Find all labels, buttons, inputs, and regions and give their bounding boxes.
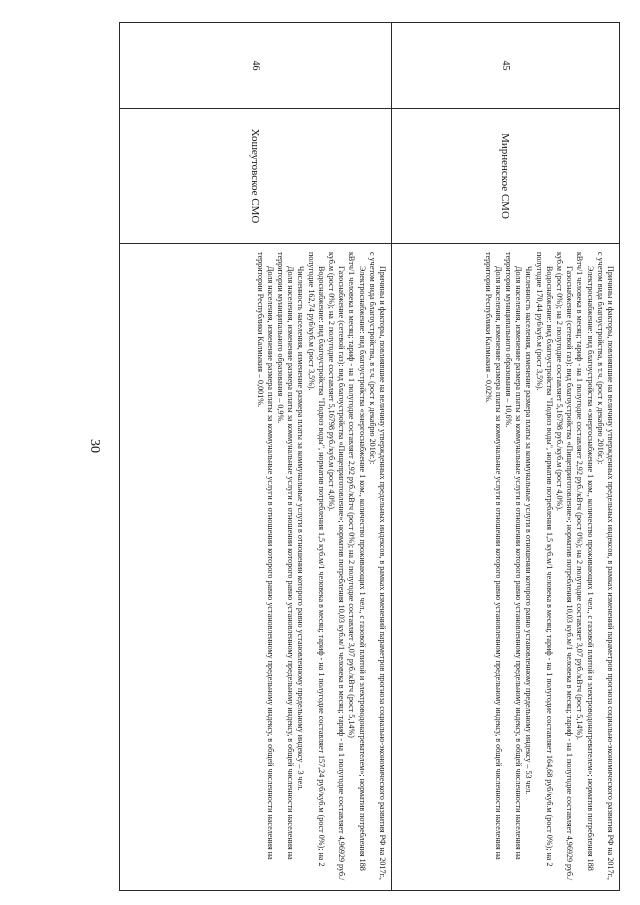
rotated-table-container: [120, 22, 620, 890]
row-number: 45: [392, 23, 620, 109]
paragraph: Доля населения, изменение размера платы за коммунальные услуги в отношении которого равно установленному предельному индексу, в общей численности населения на территории муниципального образования – 10,6%.: [503, 252, 524, 860]
paragraph: Доля населения, изменение размера платы за коммунальные услуги в отношении которого равно установленному предельному индексу, в общей численности населения на территории муниципального образования – 0,9%.: [275, 252, 296, 860]
paragraph: Доля населения, изменение размера платы за коммунальные услуги в отношении которого равно установленному предельному индексу, в общей численности населения на территории Республики Калмыкия – 0,001%.: [255, 252, 275, 860]
paragraph: Причины и факторы, повлиявшие на величину утвержденных предельных индексов, в рамках изменений параметров прогноза социально-экономического развития РФ на 2017г., с учетом вида благоустройства, в т.ч. (рост к декабрю 2016г.):: [595, 252, 615, 880]
paragraph: Газоснабжение (сетевой газ): вид благоустройства «Пищеприготовление»; норматив потребления 10,03 куб.м/1 человека в месяц; тариф - на 1 полугодие составляет 4,96929 руб./куб.м (рост 0%); на 2 полугодие составляет 5,16798 руб./куб.м (рост 4,0%).: [554, 252, 575, 881]
description-cell: [392, 244, 620, 891]
paragraph: Численность населения, изменение размера платы за коммунальные услуги в отношении которого равно установленному предельному индексу – 53 чел.: [524, 266, 534, 795]
paragraph: Причины и факторы, повлиявшие на величину утвержденных предельных индексов, в рамках изменений параметров прогноза социально-экономического развития РФ на 2017г., с учетом вида благоустройства, в т.ч. (рост к декабрю 2016г.):: [367, 252, 387, 880]
table-row: [392, 23, 620, 891]
paragraph: Численность населения, изменение размера платы за коммунальные услуги в отношении которого равно установленному предельному индексу – 3 чел.: [296, 266, 306, 791]
paragraph: Водоснабжение: вид благоустройства "Подвоз воды", норматив потребления 1,5 куб.м/1 человека в месяц; тариф - на 1 полугодие составляет 164,68 руб/куб.м (рост 0%); на 2 полугодие 170,44 руб/куб.м (рост 3,5%).: [534, 252, 554, 867]
paragraph: Доля населения, изменение размера платы за коммунальные услуги в отношении которого равно установленному предельному индексу, в общей численности населения на территории Республики Калмыкия – 0,02%.: [483, 252, 503, 860]
tariff-table: [119, 22, 620, 891]
paragraph: Газоснабжение (сетевой газ): вид благоустройства «Пищеприготовление»; норматив потребления 10,03 куб.м/1 человека в месяц; тариф - на 1 полугодие составляет 4,96929 руб./куб.м (рост 0%); на 2 полугодие составляет 5,16798 руб./куб.м (рост 4,0%).: [326, 252, 347, 881]
table-row: [120, 23, 392, 891]
municipality-name: Хошеутовское СМО: [120, 109, 392, 244]
table-landscape: [120, 22, 620, 890]
description-cell: [120, 244, 392, 891]
paragraph: Электроснабжение: вид благоустройства «энергоснабжение 1 ком., количество проживающих 1 чел., с газовой плитой и электроводонагревателем»; норматив потребления 188 кВтч/1 человека в месяц; тариф - на 1 полугодие составляет 2,92 руб./кВтч (рост 0%); на 2 полугодие составляет 3,07 руб./кВтч (рост 5,14%): [347, 252, 367, 871]
page-number: 30: [87, 439, 102, 453]
paragraph: Водоснабжение: вид благоустройства "Подвоз воды", норматив потребления 1,5 куб.м/1 человека в месяц; тариф - на 1 полугодие составляет 157,24 руб/куб.м (рост 0%); на 2 полугодие 162,74 руб/куб.м (рост 3,5%).: [306, 252, 326, 867]
paragraph: Электроснабжение: вид благоустройства «энергоснабжение 1 ком., количество проживающих 1 чел., с газовой плитой и электроводонагревателем»; норматив потребления 188 кВтч/1 человека в месяц; тариф - на 1 полугодие составляет 2,92 руб./кВтч (рост 0%); на 2 полугодие составляет 3,07 руб./кВтч (рост 5,14%).: [575, 252, 595, 871]
municipality-name: Мирненское СМО: [392, 109, 620, 244]
row-number: 46: [120, 23, 392, 109]
